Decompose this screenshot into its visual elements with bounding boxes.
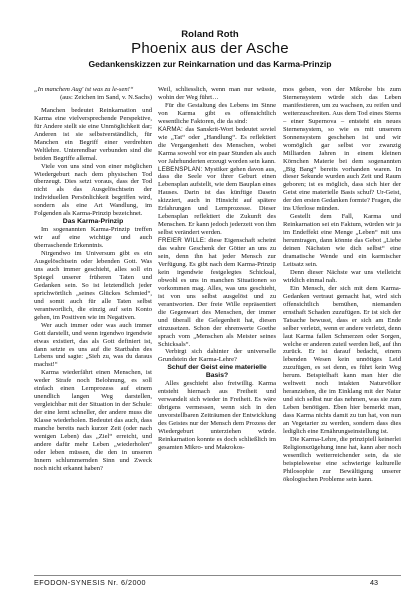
paragraph: Im sogenannten Karma-Prinzip treffen wir auf eine wichtige und auch überraschende Erkenntnis. — [34, 226, 152, 250]
list-item-text: das Sanskrit-Wort bedeutet soviel wie „Tat“ oder „Handlung“. Es reflektiert die Vergangenheit des Menschen, wobei Karma sowohl vor ein paar Stunden als auch vor Jahrhunderten erzeugt worden sein kann. — [158, 125, 276, 165]
paragraph: Alles geschieht also freiwillig. Karma entsteht hiernach aus Freiheit und verwandelt sich wieder in Freiheit. Es wäre übrigens vermessen, wenn sich in den unvorstellbaren Zeiträumen der Entwicklung des Geistes nur der Mensch dem Prozess der Wiedergeburt unterziehen würde. Reinkarnation konnte es doch schließlich im gesamten Mikro- und Makrokos- — [158, 380, 276, 451]
list-item-term: LEBENSPLAN: — [158, 165, 203, 173]
paragraph: Verbirgt sich dahinter der universelle Grundstein der Karma-Lehre? — [158, 348, 276, 364]
paragraph: Manchen bedeutet Reinkarnation und Karma eine vielversprechende Perspektive, für Andere stellt sie eine Unmöglichkeit dar; Anderen ist sie selbstverständlich, für Manchen ein Begriff einer verdrehten Weltlehre. Unterendbar verbunden sind die beiden Begriffe allemal. — [34, 106, 152, 162]
paragraph: Nirgendwo im Universum gibt es ein Ausgelöschtsein oder lebenden Gott. Was uns auch immer geschieht, alles soll ein Spiegel unserer früheren Taten und Gedanken sein. So ist letztendlich jeder sprichwörtlich „seines Glückes Schmied“, und somit auch für alle Taten selbst verantwortlich, die einzig auf sein Konto gehen, im Positiven wie im Negativen. — [34, 250, 152, 321]
paragraph: Viele von uns sind von einer möglichen Wiedergeburt nach dem physischen Tod überzeugt. Dies setzt voraus, dass der Tod nicht als das Ausgelöschtsein der individuellen Persönlichkeit begriffen wird, sondern als eine Art Wandlung, im Folgenden als Karma-Prinzip bezeichnet. — [34, 162, 152, 218]
text-column-2 — [158, 86, 276, 571]
text-column-1 — [34, 86, 152, 571]
list-item-text: diese Eigenschaft scheint das wahre Geschenk der Götter an uns zu sein, denn ihn hat jeder Mensch zur Verfügung. Es gibt nach dem Karma-Prinzip kein irgendwie festgelegtes Schicksal, obwohl es uns in manchen Situationen so vorkommen mag. Alles, was uns geschieht, ist von uns selbst ausgelöst und zu verantworten. Der freie Wille repräsentiert die Gegenwart des Menschen, der immer und überall die Gelegenheit hat, diesen einzusetzen. Schon der ehrenwerte Goethe sprach vom „Menschen als Meister seines Schicksals“. — [158, 237, 276, 348]
text-column-3 — [283, 86, 401, 571]
list-item — [158, 166, 276, 238]
footer-rule — [34, 575, 401, 576]
paragraph: Weil, schliesslich, wenn man nur wüsste, wohin der Weg führt… — [158, 86, 276, 101]
journal-issue: EFODON-SYNESIS Nr. 6/2000 — [34, 578, 146, 587]
epigraph-quote: „In manchem Aug' ist was zu le-sen!“ — [34, 86, 134, 93]
paragraph: mos geben, von der Mikrobe bis zum Sternensystem würde sich das Leben manifestieren, um zu wachsen, zu reifen und weiterzuschreiten. Aus dem Tod eines Sterns – einer Supernova – entsteht ein neues Sternensystem, so wie es mit unserem Sonnensystem geschehen ist und wir womöglich gar selbst vor zwanzig Milliarden Jahren in einem kleinen Körnchen Materie bei dem sogenannten „Big Bang“ bereits vorhanden waren. In dieser Sekunde wurden auch Zeit und Raum geboren; ist es möglich, dass sich hier der Geist eine materielle Basis schuf? Ur-Geist, der den ersten Gedanken formte? Fragen, die ins Uferlose münden. — [283, 86, 401, 213]
author-name: Roland Roth — [181, 29, 239, 40]
list-item — [158, 126, 276, 166]
article-title: Phoenix aus der Asche — [131, 40, 289, 57]
paragraph: Die Karma-Lehre, die prinzipiell keinerlei Religionszügehung inne hat, kann aber noch wesentlich weiterreichender sein, da sie beispielsweise eine schwierige kulturelle Philosophie zur Bewältigung unserer ökologischen Probleme sein kann. — [283, 435, 401, 483]
paragraph: Gestellt dem Fall, Karma und Reinkarnation sei ein Faktum, würden wir ja im Endeffekt eine Menge „Leben“ mit uns herumtragen, dann könnte das Gebot „Liebe deinen Nächsten wie dich selbst“ eine dramatische Wende und ein karmischer Leitsatz sein. — [283, 213, 401, 268]
list-item-term: FREIER WILLE: — [158, 237, 207, 245]
paragraph: Ein Mensch, der sich mit dem Karma-Gedanken vertraut gemacht hat, wird sich offensichtlich bemühen, niemanden ernsthaft Schaden zuzufügen. Er ist sich der Tatsache bewusst, dass er sich am Ende selber verletzt, wenn er andere verletzt, denn laut Karma fallen Schmerzen oder Sorgen, welche er anderen zuteil werden ließ, auf ihn zurück. Er ist darauf bedacht, einem lebenden Wesen kein unnötiges Leid zuzufügen, es sei denn, es führt kein Weg herum. Beispielhaft kann man hier die weltweit noch intakten Naturvölker heranziehen, die im Einklang mit der Natur und sich selbst nur das nehmen, was sie zum Leben benötigen. Eben hier bemerkt man, dass Karma nichts damit zu tun hat, von nun an Vegetarier zu werden, sondern dass dies lediglich eine Ernährungseinstellung ist. — [283, 284, 401, 435]
paragraph: Karma wiederfährt einen Menschen, ist weder Strafe noch Belohnung, es soll einfach einen Lernprozess auf einem unendlich langen Weg darstellen, vergleichbar mit der Situation in der Schule: der eine lernt schneller, der andere muss die Klasse wiederholen. Bedeutet das auch, dass manche bereits nach kurzer Zeit (oder nach wenigen Leben) das „Ziel“ erreicht, und andere dafür mehr Leben „wiederholen“ oder leben müssen, die den in unseren Innern schlummernden Sinn und Zweck noch nicht erkannt haben? — [34, 369, 152, 472]
factor-list — [158, 126, 276, 349]
section-heading: Das Karma-Prinzip — [62, 218, 124, 226]
article-subtitle: Gedankenskizzen zur Reinkarnation und das Karma-Prinzip — [88, 59, 332, 69]
page-number: 43 — [370, 578, 378, 587]
paragraph: Für die Gestaltung des Lebens im Sinne von Karma gibt es offensichtlich wesentliche Faktoren, die da sind: — [158, 101, 276, 125]
list-item — [158, 237, 276, 348]
list-item-term: KARMA: — [158, 125, 183, 133]
paragraph: Wer auch immer oder was auch immer Gott darstellt, und wenn irgendwo irgendwie etwas existiert, das als Gott definiert ist, dann setzte es uns auf die Startbahn des Lebens und sagte: „Sieh zu, was du daraus machst!“ — [34, 321, 152, 369]
list-item-text: Mystiker gehen davon aus, dass die Seele vor ihrer Geburt einen Lebensplan aufstellt, wie dem Bauplan eines Hauses. Darin ist das künftige Dasein skizziert, auch in Hinsicht auf spätere Erfahrungen und Lernprozesse. Dieser Lebensplan reflektiert die Zukunft des Menschen. Er kann jedoch jederzeit von ihm selbst verändert werden. — [158, 165, 276, 237]
paragraph: Denn dieser Nächste war uns vielleicht wirklich einmal nah. — [283, 268, 401, 284]
epigraph-source: (aus: Zeichen im Sand, v. N.Sachs) — [60, 93, 152, 101]
section-heading: Schuf der Geist eine materielle Basis? — [167, 364, 267, 380]
